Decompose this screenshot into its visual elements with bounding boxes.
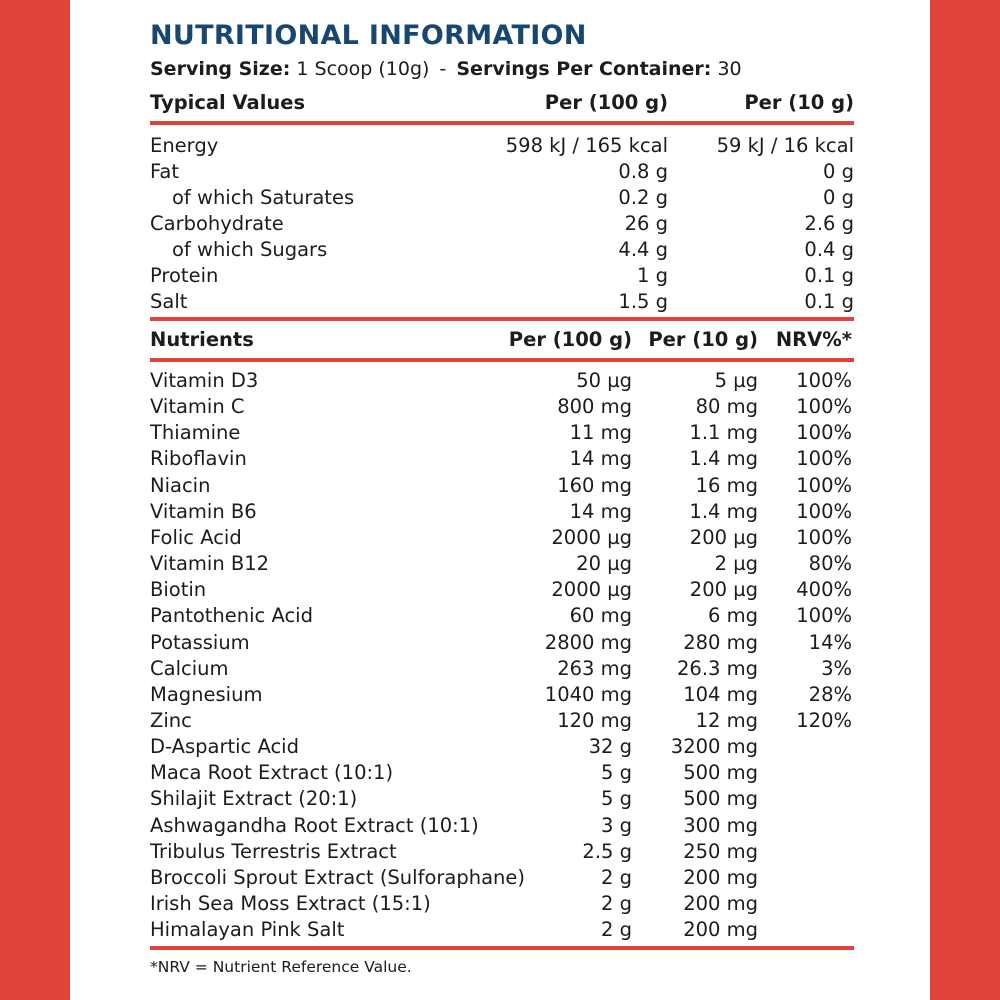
table-row [150, 656, 854, 682]
row-value-per10: 200 mg [683, 892, 758, 915]
nutrients-header-per100: Per (100 g) [508, 328, 632, 351]
row-value-per10: 0.4 g [804, 238, 854, 261]
row-value-per100: 2.5 g [582, 839, 632, 863]
row-label: Magnesium [150, 682, 263, 706]
row-value-nrv: 3% [821, 656, 852, 680]
row-label: Protein [150, 264, 219, 287]
table-row [150, 708, 854, 734]
row-value-per10: 200 mg [683, 865, 758, 889]
servings-per-container-label: Servings Per Container: [456, 58, 712, 80]
table-row [150, 865, 854, 891]
row-label: Broccoli Sprout Extract (Sulforaphane) [150, 865, 525, 889]
table-row [150, 734, 854, 760]
table-row [150, 682, 854, 708]
row-value-nrv: 100% [796, 369, 852, 392]
row-value-per10: 200 µg [689, 578, 758, 602]
row-label: Ashwagandha Root Extract (10:1) [150, 813, 479, 837]
row-value-per10: 0.1 g [804, 264, 854, 287]
row-value-per10: 1.4 mg [689, 447, 758, 471]
row-value-per10: 12 mg [695, 709, 758, 732]
row-value-nrv: 400% [796, 578, 852, 602]
row-value-per10: 200 mg [683, 918, 758, 942]
row-value-per10: 59 kJ / 16 kcal [716, 134, 854, 157]
row-value-per10: 3200 mg [670, 735, 758, 759]
row-label: Energy [150, 134, 219, 157]
row-value-per10: 1.4 mg [689, 499, 758, 523]
row-label: Carbohydrate [150, 212, 284, 235]
row-value-nrv: 28% [808, 682, 852, 706]
row-value-per100: 0.8 g [618, 160, 668, 183]
table-row [150, 368, 854, 394]
row-value-per10: 300 mg [683, 813, 758, 837]
row-value-nrv: 100% [796, 604, 852, 628]
divider-rule [150, 358, 854, 362]
row-value-per100: 32 g [588, 735, 632, 759]
row-label: Vitamin B6 [150, 499, 257, 523]
divider-rule [150, 121, 854, 125]
footnote: *NRV = Nutrient Reference Value. [150, 958, 412, 976]
row-label: Irish Sea Moss Extract (15:1) [150, 892, 431, 915]
table-row [150, 760, 854, 786]
table-row [150, 289, 854, 315]
row-value-per100: 120 mg [557, 709, 632, 732]
row-label: Vitamin B12 [150, 552, 270, 575]
row-value-per10: 5 µg [714, 369, 758, 392]
row-label: Tribulus Terrestris Extract [150, 839, 397, 863]
row-value-per100: 2 g [601, 892, 632, 915]
row-label: Zinc [150, 709, 192, 732]
row-value-per100: 598 kJ / 165 kcal [505, 134, 668, 157]
table-row [150, 839, 854, 865]
table-row [150, 211, 854, 237]
table-row [150, 813, 854, 839]
row-value-per100: 1.5 g [618, 290, 668, 313]
nutrients-header [150, 327, 854, 353]
table-row [150, 394, 854, 420]
typical-header-label: Typical Values [150, 91, 306, 114]
divider-rule [150, 317, 854, 321]
right-accent-bar [930, 0, 1000, 1000]
serving-info [150, 58, 742, 80]
row-value-per100: 800 mg [557, 395, 632, 419]
row-value-per100: 3 g [601, 813, 632, 837]
table-row [150, 917, 854, 943]
nutrients-header-per10: Per (10 g) [648, 328, 758, 351]
table-row [150, 420, 854, 446]
row-value-per10: 0 g [823, 186, 854, 209]
row-value-per10: 250 mg [683, 839, 758, 863]
row-value-per10: 2 µg [714, 552, 758, 575]
row-value-per10: 280 mg [683, 630, 758, 654]
typical-header-per100: Per (100 g) [544, 91, 668, 114]
table-row [150, 551, 854, 577]
row-value-per100: 1040 mg [544, 682, 632, 706]
row-label: Shilajit Extract (20:1) [150, 787, 358, 811]
row-value-per100: 0.2 g [618, 186, 668, 209]
row-value-per100: 2000 µg [551, 525, 632, 549]
table-row [150, 525, 854, 551]
row-value-nrv: 120% [796, 709, 852, 732]
typical-header-per10: Per (10 g) [744, 91, 854, 114]
servings-per-container-value: 30 [717, 58, 742, 80]
row-value-per10: 6 mg [708, 604, 758, 628]
row-value-nrv: 14% [808, 630, 852, 654]
row-value-per100: 60 mg [569, 604, 632, 628]
row-label: Himalayan Pink Salt [150, 918, 345, 942]
row-value-per10: 0 g [823, 160, 854, 183]
row-label: D-Aspartic Acid [150, 735, 299, 759]
row-value-nrv: 100% [796, 395, 852, 419]
row-label: Vitamin D3 [150, 369, 259, 392]
table-row [150, 603, 854, 629]
table-row [150, 133, 854, 159]
table-row [150, 159, 854, 185]
row-value-per100: 4.4 g [618, 238, 668, 261]
row-value-per100: 263 mg [557, 656, 632, 680]
row-value-per100: 11 mg [569, 421, 632, 445]
row-label: Thiamine [150, 421, 241, 445]
row-value-per10: 500 mg [683, 761, 758, 785]
row-label: Calcium [150, 656, 229, 680]
serving-size-value: 1 Scoop (10g) [296, 58, 430, 80]
row-value-per10: 80 mg [695, 395, 758, 419]
table-row [150, 630, 854, 656]
row-label: Potassium [150, 630, 250, 654]
row-value-per10: 16 mg [695, 473, 758, 497]
table-row [150, 446, 854, 472]
row-label: Niacin [150, 473, 211, 497]
table-row [150, 786, 854, 812]
serving-size-label: Serving Size: [150, 58, 291, 80]
row-value-per100: 5 g [601, 787, 632, 811]
row-label: Folic Acid [150, 525, 242, 549]
row-value-per10: 2.6 g [804, 212, 854, 235]
row-value-per10: 0.1 g [804, 290, 854, 313]
row-value-nrv: 100% [796, 499, 852, 523]
row-label: Salt [150, 290, 188, 313]
row-value-per100: 2000 µg [551, 578, 632, 602]
row-value-per100: 5 g [601, 761, 632, 785]
left-accent-bar [0, 0, 70, 1000]
row-value-per10: 200 µg [689, 525, 758, 549]
row-value-per100: 26 g [624, 212, 668, 235]
row-label: Pantothenic Acid [150, 604, 313, 628]
row-label: Maca Root Extract (10:1) [150, 761, 394, 785]
nutrients-header-nrv: NRV%* [775, 328, 852, 351]
row-value-per10: 26.3 mg [677, 656, 758, 680]
page-title: NUTRITIONAL INFORMATION [150, 20, 587, 51]
row-value-per100: 160 mg [557, 473, 632, 497]
row-label: of which Saturates [172, 186, 355, 209]
row-value-per100: 50 µg [576, 369, 632, 392]
row-value-per10: 1.1 mg [689, 421, 758, 445]
table-row [150, 891, 854, 917]
row-value-per100: 14 mg [569, 499, 632, 523]
table-row [150, 473, 854, 499]
row-value-per10: 500 mg [683, 787, 758, 811]
row-label: Biotin [150, 578, 207, 602]
row-label: Fat [150, 160, 180, 183]
divider-rule [150, 946, 854, 950]
typical-values-header [150, 90, 854, 116]
row-label: of which Sugars [172, 238, 328, 261]
table-row [150, 499, 854, 525]
nutrients-header-label: Nutrients [150, 328, 254, 351]
table-row [150, 237, 854, 263]
row-label: Riboflavin [150, 447, 247, 471]
row-value-nrv: 100% [796, 473, 852, 497]
table-row [150, 577, 854, 603]
row-value-per100: 2800 mg [544, 630, 632, 654]
row-value-per100: 2 g [601, 865, 632, 889]
row-value-per10: 104 mg [683, 682, 758, 706]
row-value-per100: 1 g [637, 264, 668, 287]
table-row [150, 263, 854, 289]
row-value-per100: 20 µg [576, 552, 632, 575]
row-value-per100: 2 g [601, 918, 632, 942]
row-value-per100: 14 mg [569, 447, 632, 471]
table-row [150, 185, 854, 211]
row-value-nrv: 100% [796, 525, 852, 549]
serving-separator: - [439, 58, 447, 80]
row-label: Vitamin C [150, 395, 245, 419]
row-value-nrv: 100% [796, 421, 852, 445]
row-value-nrv: 80% [808, 552, 852, 575]
row-value-nrv: 100% [796, 447, 852, 471]
